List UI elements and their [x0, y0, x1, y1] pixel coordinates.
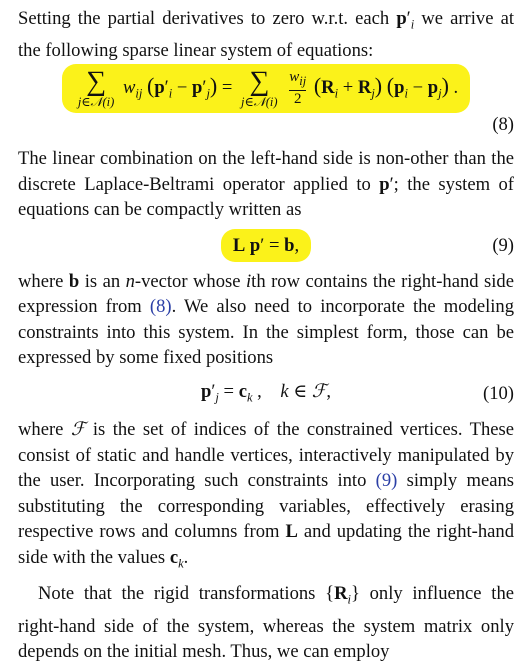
equation-9-highlight: L p′ = b, — [221, 229, 311, 263]
equation-10-number: (10) — [483, 383, 514, 405]
equation-8-number: (8) — [492, 113, 514, 135]
equation-8 — [18, 64, 514, 135]
paragraph-setting-derivatives: Setting the partial derivatives to zero w.r.t. each $p'_i$ we arrive at the following sparse linear system of equations: — [18, 8, 514, 62]
equation-9 — [18, 223, 514, 269]
equation-10: $p'_j = c_k$ , k ∈ ℱ, (10) — [200, 381, 514, 405]
paragraph-constraints: where ℱ is the set of indices of the constrained vertices. These consist of static and handle vertices, interactively manipulated by the user. Incorporating such constraints into (9) simply means substituting the corresponding variables, effectively erasing respective rows and columns from L and updating the right-hand side with the values $c_k$. — [18, 419, 514, 571]
equation-9-number: (9) — [492, 234, 514, 256]
paragraph-laplace-beltrami: The linear combination on the left-hand side is non-other than the discrete Laplace-Beltrami operator applied to p′; the system of equations can be compactly written as — [18, 147, 514, 221]
paragraph-rigid-transformations: Note that the rigid transformations $\{R_i\}$ only influence the right-hand side of the system, whereas the system matrix only depends on the initial mesh. Thus, we can employ — [18, 583, 514, 663]
equation-8-reference[interactable]: (8) — [149, 296, 172, 318]
equation-8-highlight: ∑ j∈𝒩(i) $w_{ij}$ $(p'_i - p'_j)$ = ∑ j∈𝒩(i) $\frac{w_{ij}}{2}$ $(R_i + R_j) (p_i - p_j)$ . — [62, 64, 470, 113]
equation-9-reference[interactable]: (9) — [375, 470, 398, 492]
paragraph-n-vector: where b is an n-vector whose ith row contains the right-hand side expression from (8). We also need to incorporate the modeling constraints into this system. In the simplest form, those can be expressed by some fixed positions — [18, 270, 515, 369]
paper-page — [18, 6, 514, 665]
